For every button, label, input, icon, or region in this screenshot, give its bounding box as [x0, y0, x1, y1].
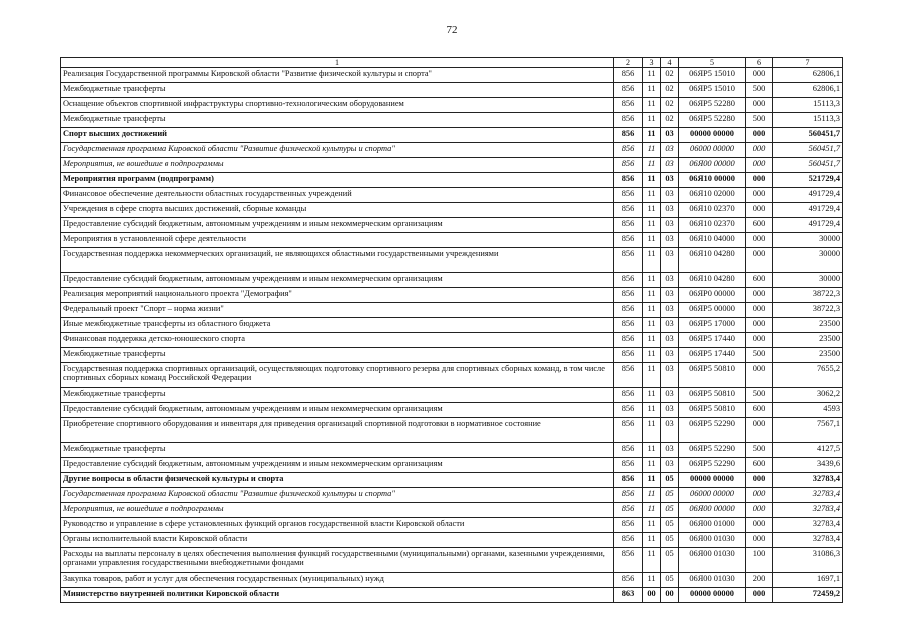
- section-code-cell: 11: [643, 233, 661, 248]
- amount-cell: 7655,2: [773, 363, 843, 388]
- amount-cell: 521729,4: [773, 173, 843, 188]
- subsection-code-cell: 05: [661, 473, 679, 488]
- target-article-code-cell: 06ЯР0 00000: [679, 288, 746, 303]
- table-row: [61, 188, 843, 203]
- expense-name-cell: Органы исполнительной власти Кировской области: [61, 533, 614, 548]
- expense-type-code-cell: 500: [746, 388, 773, 403]
- expense-name-cell: Государственная поддержка некоммерческих организаций, не являющихся областными государственными учреждениями: [61, 248, 614, 273]
- column-header: 4: [661, 58, 679, 68]
- department-code-cell: 856: [614, 83, 643, 98]
- subsection-code-cell: 00: [661, 588, 679, 603]
- expense-type-code-cell: 600: [746, 273, 773, 288]
- expense-name-cell: Учреждения в сфере спорта высших достижений, сборные команды: [61, 203, 614, 218]
- amount-cell: 32783,4: [773, 518, 843, 533]
- section-code-cell: 11: [643, 173, 661, 188]
- department-code-cell: 856: [614, 458, 643, 473]
- target-article-code-cell: 06Я00 01030: [679, 533, 746, 548]
- table-row: [61, 443, 843, 458]
- table-header-row: [61, 58, 843, 68]
- amount-cell: 38722,3: [773, 288, 843, 303]
- expense-name-cell: Закупка товаров, работ и услуг для обеспечения государственных (муниципальных) нужд: [61, 573, 614, 588]
- table-row: [61, 68, 843, 83]
- subsection-code-cell: 03: [661, 218, 679, 233]
- table-row: [61, 403, 843, 418]
- amount-cell: 15113,3: [773, 113, 843, 128]
- target-article-code-cell: 06ЯР5 17000: [679, 318, 746, 333]
- amount-cell: 560451,7: [773, 143, 843, 158]
- expense-type-code-cell: 000: [746, 333, 773, 348]
- department-code-cell: 856: [614, 533, 643, 548]
- section-code-cell: 11: [643, 533, 661, 548]
- table-row: [61, 203, 843, 218]
- target-article-code-cell: 06Я10 04280: [679, 273, 746, 288]
- section-code-cell: 11: [643, 273, 661, 288]
- amount-cell: 15113,3: [773, 98, 843, 113]
- subsection-code-cell: 03: [661, 388, 679, 403]
- department-code-cell: 856: [614, 473, 643, 488]
- department-code-cell: 856: [614, 333, 643, 348]
- subsection-code-cell: 05: [661, 533, 679, 548]
- table-row: [61, 288, 843, 303]
- section-code-cell: 11: [643, 333, 661, 348]
- subsection-code-cell: 03: [661, 458, 679, 473]
- target-article-code-cell: 06000 00000: [679, 488, 746, 503]
- table-row: [61, 128, 843, 143]
- expense-name-cell: Мероприятия в установленной сфере деятельности: [61, 233, 614, 248]
- target-article-code-cell: 06ЯР5 50810: [679, 388, 746, 403]
- section-code-cell: 11: [643, 318, 661, 333]
- expense-type-code-cell: 500: [746, 443, 773, 458]
- department-code-cell: 856: [614, 503, 643, 518]
- target-article-code-cell: 06Я00 00000: [679, 158, 746, 173]
- expense-type-code-cell: 500: [746, 83, 773, 98]
- expense-type-code-cell: 100: [746, 548, 773, 573]
- expense-type-code-cell: 000: [746, 533, 773, 548]
- department-code-cell: 856: [614, 488, 643, 503]
- section-code-cell: 11: [643, 303, 661, 318]
- section-code-cell: 11: [643, 128, 661, 143]
- expense-name-cell: Межбюджетные трансферты: [61, 113, 614, 128]
- department-code-cell: 856: [614, 173, 643, 188]
- target-article-code-cell: 06ЯР5 52290: [679, 418, 746, 443]
- table-row: [61, 333, 843, 348]
- column-header: 5: [679, 58, 746, 68]
- target-article-code-cell: 06Я00 01000: [679, 518, 746, 533]
- target-article-code-cell: 06ЯР5 52290: [679, 458, 746, 473]
- target-article-code-cell: 06Я10 02370: [679, 203, 746, 218]
- expense-name-cell: Руководство и управление в сфере установленных функций органов государственной власти Кировской области: [61, 518, 614, 533]
- expense-type-code-cell: 000: [746, 158, 773, 173]
- expense-name-cell: Спорт высших достижений: [61, 128, 614, 143]
- subsection-code-cell: 03: [661, 443, 679, 458]
- table-row: [61, 143, 843, 158]
- section-code-cell: 11: [643, 218, 661, 233]
- subsection-code-cell: 03: [661, 288, 679, 303]
- table-row: [61, 158, 843, 173]
- expense-type-code-cell: 000: [746, 98, 773, 113]
- amount-cell: 4127,5: [773, 443, 843, 458]
- expense-type-code-cell: 500: [746, 348, 773, 363]
- table-row: [61, 588, 843, 603]
- table-row: [61, 248, 843, 273]
- subsection-code-cell: 03: [661, 333, 679, 348]
- subsection-code-cell: 03: [661, 418, 679, 443]
- subsection-code-cell: 02: [661, 83, 679, 98]
- amount-cell: 1697,1: [773, 573, 843, 588]
- section-code-cell: 11: [643, 203, 661, 218]
- department-code-cell: 856: [614, 98, 643, 113]
- department-code-cell: 856: [614, 203, 643, 218]
- expense-name-cell: Межбюджетные трансферты: [61, 443, 614, 458]
- target-article-code-cell: 06Я00 00000: [679, 503, 746, 518]
- department-code-cell: 856: [614, 188, 643, 203]
- amount-cell: 30000: [773, 248, 843, 273]
- department-code-cell: 856: [614, 113, 643, 128]
- column-header: 7: [773, 58, 843, 68]
- department-code-cell: 856: [614, 363, 643, 388]
- amount-cell: 23500: [773, 333, 843, 348]
- subsection-code-cell: 03: [661, 303, 679, 318]
- table-row: [61, 113, 843, 128]
- department-code-cell: 856: [614, 403, 643, 418]
- amount-cell: 3062,2: [773, 388, 843, 403]
- table-row: [61, 488, 843, 503]
- target-article-code-cell: 06ЯР5 17440: [679, 348, 746, 363]
- subsection-code-cell: 03: [661, 403, 679, 418]
- expense-name-cell: Предоставление субсидий бюджетным, автономным учреждениям и иным некоммерческим организациям: [61, 218, 614, 233]
- column-header: 2: [614, 58, 643, 68]
- target-article-code-cell: 06ЯР5 50810: [679, 403, 746, 418]
- expense-type-code-cell: 500: [746, 113, 773, 128]
- expense-type-code-cell: 000: [746, 318, 773, 333]
- table-row: [61, 518, 843, 533]
- amount-cell: 491729,4: [773, 218, 843, 233]
- expense-name-cell: Государственная программа Кировской области "Развитие физической культуры и спорта": [61, 143, 614, 158]
- target-article-code-cell: 06Я10 02370: [679, 218, 746, 233]
- section-code-cell: 11: [643, 548, 661, 573]
- expense-type-code-cell: 000: [746, 288, 773, 303]
- subsection-code-cell: 02: [661, 68, 679, 83]
- table-row: [61, 273, 843, 288]
- table-row: [61, 388, 843, 403]
- target-article-code-cell: 06000 00000: [679, 143, 746, 158]
- table-row: [61, 218, 843, 233]
- amount-cell: 30000: [773, 273, 843, 288]
- subsection-code-cell: 03: [661, 158, 679, 173]
- subsection-code-cell: 03: [661, 348, 679, 363]
- section-code-cell: 11: [643, 348, 661, 363]
- expense-type-code-cell: 000: [746, 488, 773, 503]
- section-code-cell: 11: [643, 143, 661, 158]
- target-article-code-cell: 06Я00 01030: [679, 548, 746, 573]
- expense-type-code-cell: 000: [746, 518, 773, 533]
- section-code-cell: 11: [643, 458, 661, 473]
- expense-name-cell: Предоставление субсидий бюджетным, автономным учреждениям и иным некоммерческим организациям: [61, 403, 614, 418]
- section-code-cell: 11: [643, 158, 661, 173]
- table-row: [61, 503, 843, 518]
- section-code-cell: 11: [643, 68, 661, 83]
- subsection-code-cell: 03: [661, 363, 679, 388]
- table-row: [61, 573, 843, 588]
- table-row: [61, 303, 843, 318]
- target-article-code-cell: 06Я10 02000: [679, 188, 746, 203]
- expense-type-code-cell: 600: [746, 458, 773, 473]
- subsection-code-cell: 03: [661, 248, 679, 273]
- expense-type-code-cell: 000: [746, 248, 773, 273]
- expense-type-code-cell: 600: [746, 218, 773, 233]
- target-article-code-cell: 06Я10 04000: [679, 233, 746, 248]
- subsection-code-cell: 05: [661, 503, 679, 518]
- target-article-code-cell: 06Я00 01030: [679, 573, 746, 588]
- expense-name-cell: Мероприятия программ (подпрограмм): [61, 173, 614, 188]
- subsection-code-cell: 05: [661, 548, 679, 573]
- amount-cell: 62806,1: [773, 83, 843, 98]
- amount-cell: 7567,1: [773, 418, 843, 443]
- subsection-code-cell: 03: [661, 188, 679, 203]
- budget-table: [60, 57, 843, 603]
- section-code-cell: 11: [643, 288, 661, 303]
- section-code-cell: 11: [643, 188, 661, 203]
- target-article-code-cell: 06ЯР5 15010: [679, 83, 746, 98]
- expense-type-code-cell: 000: [746, 68, 773, 83]
- expense-type-code-cell: 000: [746, 233, 773, 248]
- expense-type-code-cell: 000: [746, 503, 773, 518]
- section-code-cell: 11: [643, 518, 661, 533]
- target-article-code-cell: 06ЯР5 00000: [679, 303, 746, 318]
- target-article-code-cell: 06ЯР5 15010: [679, 68, 746, 83]
- department-code-cell: 856: [614, 573, 643, 588]
- expense-type-code-cell: 000: [746, 418, 773, 443]
- expense-name-cell: Межбюджетные трансферты: [61, 348, 614, 363]
- section-code-cell: 11: [643, 418, 661, 443]
- department-code-cell: 863: [614, 588, 643, 603]
- expense-type-code-cell: 000: [746, 173, 773, 188]
- section-code-cell: 11: [643, 363, 661, 388]
- department-code-cell: 856: [614, 158, 643, 173]
- table-row: [61, 348, 843, 363]
- section-code-cell: 11: [643, 473, 661, 488]
- page-number: 72: [446, 24, 458, 36]
- subsection-code-cell: 03: [661, 273, 679, 288]
- section-code-cell: 11: [643, 573, 661, 588]
- department-code-cell: 856: [614, 233, 643, 248]
- section-code-cell: 11: [643, 83, 661, 98]
- column-header: 3: [643, 58, 661, 68]
- subsection-code-cell: 05: [661, 573, 679, 588]
- expense-name-cell: Реализация мероприятий национального проекта "Демография": [61, 288, 614, 303]
- target-article-code-cell: 00000 00000: [679, 128, 746, 143]
- column-header: 1: [61, 58, 614, 68]
- amount-cell: 560451,7: [773, 128, 843, 143]
- target-article-code-cell: 06ЯР5 52290: [679, 443, 746, 458]
- target-article-code-cell: 00000 00000: [679, 473, 746, 488]
- amount-cell: 32783,4: [773, 488, 843, 503]
- table-row: [61, 418, 843, 443]
- amount-cell: 30000: [773, 233, 843, 248]
- amount-cell: 31086,3: [773, 548, 843, 573]
- subsection-code-cell: 03: [661, 128, 679, 143]
- table-row: [61, 83, 843, 98]
- target-article-code-cell: 06ЯР5 17440: [679, 333, 746, 348]
- expense-name-cell: Другие вопросы в области физической культуры и спорта: [61, 473, 614, 488]
- section-code-cell: 11: [643, 248, 661, 273]
- expense-type-code-cell: 000: [746, 188, 773, 203]
- department-code-cell: 856: [614, 128, 643, 143]
- expense-type-code-cell: 600: [746, 403, 773, 418]
- table-row: [61, 473, 843, 488]
- expense-type-code-cell: 000: [746, 203, 773, 218]
- department-code-cell: 856: [614, 273, 643, 288]
- department-code-cell: 856: [614, 443, 643, 458]
- subsection-code-cell: 03: [661, 173, 679, 188]
- amount-cell: 23500: [773, 318, 843, 333]
- amount-cell: 491729,4: [773, 188, 843, 203]
- target-article-code-cell: 00000 00000: [679, 588, 746, 603]
- department-code-cell: 856: [614, 303, 643, 318]
- target-article-code-cell: 06ЯР5 50810: [679, 363, 746, 388]
- table-row: [61, 173, 843, 188]
- department-code-cell: 856: [614, 548, 643, 573]
- amount-cell: 32783,4: [773, 473, 843, 488]
- amount-cell: 23500: [773, 348, 843, 363]
- amount-cell: 72459,2: [773, 588, 843, 603]
- table-row: [61, 458, 843, 473]
- expense-name-cell: Расходы на выплаты персоналу в целях обеспечения выполнения функций государственными (муниципальными) органами, казенными учреждениями, органами управления государственными внебюджетными фондами: [61, 548, 614, 573]
- amount-cell: 38722,3: [773, 303, 843, 318]
- expense-name-cell: Финансовое обеспечение деятельности областных государственных учреждений: [61, 188, 614, 203]
- department-code-cell: 856: [614, 388, 643, 403]
- expense-name-cell: Оснащение объектов спортивной инфраструктуры спортивно-технологическим оборудованием: [61, 98, 614, 113]
- table-row: [61, 533, 843, 548]
- department-code-cell: 856: [614, 288, 643, 303]
- section-code-cell: 11: [643, 388, 661, 403]
- section-code-cell: 11: [643, 443, 661, 458]
- expense-name-cell: Финансовая поддержка детско-юношеского спорта: [61, 333, 614, 348]
- amount-cell: 32783,4: [773, 503, 843, 518]
- expense-name-cell: Министерство внутренней политики Кировской области: [61, 588, 614, 603]
- amount-cell: 491729,4: [773, 203, 843, 218]
- department-code-cell: 856: [614, 68, 643, 83]
- expense-name-cell: Реализация Государственной программы Кировской области "Развитие физической культуры и спорта": [61, 68, 614, 83]
- subsection-code-cell: 03: [661, 318, 679, 333]
- target-article-code-cell: 06ЯР5 52280: [679, 98, 746, 113]
- expense-name-cell: Государственная программа Кировской области "Развитие физической культуры и спорта": [61, 488, 614, 503]
- department-code-cell: 856: [614, 143, 643, 158]
- section-code-cell: 11: [643, 403, 661, 418]
- table-row: [61, 98, 843, 113]
- department-code-cell: 856: [614, 218, 643, 233]
- department-code-cell: 856: [614, 518, 643, 533]
- section-code-cell: 11: [643, 113, 661, 128]
- expense-name-cell: Межбюджетные трансферты: [61, 388, 614, 403]
- section-code-cell: 11: [643, 98, 661, 113]
- amount-cell: 62806,1: [773, 68, 843, 83]
- section-code-cell: 11: [643, 503, 661, 518]
- department-code-cell: 856: [614, 348, 643, 363]
- table-row: [61, 548, 843, 573]
- expense-name-cell: Предоставление субсидий бюджетным, автономным учреждениям и иным некоммерческим организациям: [61, 458, 614, 473]
- expense-type-code-cell: 000: [746, 473, 773, 488]
- expense-name-cell: Иные межбюджетные трансферты из областного бюджета: [61, 318, 614, 333]
- expense-type-code-cell: 000: [746, 128, 773, 143]
- target-article-code-cell: 06ЯР5 52280: [679, 113, 746, 128]
- department-code-cell: 856: [614, 318, 643, 333]
- subsection-code-cell: 05: [661, 518, 679, 533]
- table-row: [61, 233, 843, 248]
- department-code-cell: 856: [614, 248, 643, 273]
- subsection-code-cell: 02: [661, 113, 679, 128]
- table-row: [61, 318, 843, 333]
- target-article-code-cell: 06Я10 04280: [679, 248, 746, 273]
- expense-name-cell: Межбюджетные трансферты: [61, 83, 614, 98]
- target-article-code-cell: 06Я10 00000: [679, 173, 746, 188]
- expense-name-cell: Мероприятия, не вошедшие в подпрограммы: [61, 503, 614, 518]
- expense-type-code-cell: 000: [746, 303, 773, 318]
- column-header: 6: [746, 58, 773, 68]
- expense-type-code-cell: 000: [746, 143, 773, 158]
- amount-cell: 4593: [773, 403, 843, 418]
- expense-type-code-cell: 200: [746, 573, 773, 588]
- expense-name-cell: Приобретение спортивного оборудования и инвентаря для приведения организаций спортивной подготовки в нормативное состояние: [61, 418, 614, 443]
- department-code-cell: 856: [614, 418, 643, 443]
- expense-type-code-cell: 000: [746, 363, 773, 388]
- expense-name-cell: Федеральный проект "Спорт – норма жизни": [61, 303, 614, 318]
- expense-type-code-cell: 000: [746, 588, 773, 603]
- subsection-code-cell: 03: [661, 143, 679, 158]
- amount-cell: 560451,7: [773, 158, 843, 173]
- subsection-code-cell: 05: [661, 488, 679, 503]
- amount-cell: 3439,6: [773, 458, 843, 473]
- expense-name-cell: Предоставление субсидий бюджетным, автономным учреждениям и иным некоммерческим организациям: [61, 273, 614, 288]
- subsection-code-cell: 02: [661, 98, 679, 113]
- table-row: [61, 363, 843, 388]
- subsection-code-cell: 03: [661, 203, 679, 218]
- section-code-cell: 00: [643, 588, 661, 603]
- expense-name-cell: Мероприятия, не вошедшие в подпрограммы: [61, 158, 614, 173]
- amount-cell: 32783,4: [773, 533, 843, 548]
- expense-name-cell: Государственная поддержка спортивных организаций, осуществляющих подготовку спортивного резерва для спортивных сборных команд, в том числе спортивных сборных команд Российской Федерации: [61, 363, 614, 388]
- section-code-cell: 11: [643, 488, 661, 503]
- subsection-code-cell: 03: [661, 233, 679, 248]
